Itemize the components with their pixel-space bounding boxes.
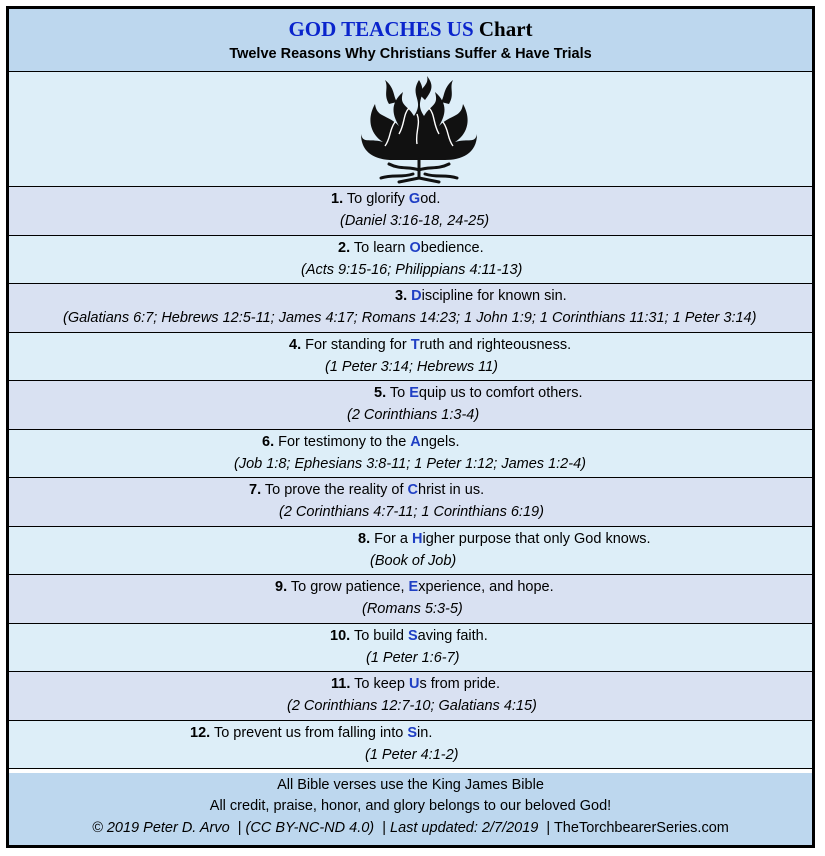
reason-refs: (2 Corinthians 4:7-11; 1 Corinthians 6:19) — [279, 504, 544, 520]
reason-row-10: 10. To build Saving faith. (1 Peter 1:6-7) — [9, 624, 812, 673]
reason-refs: (Acts 9:15-16; Philippians 4:11-13) — [301, 261, 523, 278]
footer-updated: Last updated: 2/7/2019 — [390, 820, 539, 836]
reason-refs: (2 Corinthians 12:7-10; Galatians 4:15) — [287, 698, 537, 714]
chart-footer — [9, 773, 812, 845]
title-accent: GOD TEACHES US — [288, 17, 474, 41]
reason-row-4: 4. For standing for Truth and righteousness. (1 Peter 3:14; Hebrews 11) — [9, 333, 812, 382]
reason-row-7: 7. To prove the reality of Christ in us. (2 Corinthians 4:7-11; 1 Corinthians 6:19) — [9, 478, 812, 527]
reasons-list — [9, 187, 812, 769]
footer-copyright-line: © 2019 Peter D. Arvo | (CC BY-NC-ND 4.0) | Last updated: 2/7/2019 | TheTorchbearerSeries.com — [92, 820, 729, 836]
reason-row-8: 8. For a Higher purpose that only God knows. (Book of Job) — [9, 527, 812, 576]
reason-row-9: 9. To grow patience, Experience, and hope. (Romans 5:3-5) — [9, 575, 812, 624]
chart-frame — [6, 6, 815, 848]
reason-refs: (Galatians 6:7; Hebrews 12:5-11; James 4:17; Romans 14:23; 1 John 1:9; 1 Corinthians 11:31; 1 Peter 3:14) — [63, 310, 757, 326]
reason-refs: (Daniel 3:16-18, 24-25) — [340, 213, 490, 229]
reason-refs: (Job 1:8; Ephesians 3:8-11; 1 Peter 1:12; James 1:2-4) — [234, 455, 586, 472]
title-rest: Chart — [473, 17, 533, 41]
chart-subtitle: Twelve Reasons Why Christians Suffer & Have Trials — [229, 46, 592, 62]
reason-refs: (1 Peter 3:14; Hebrews 11) — [325, 358, 499, 375]
reason-refs: (1 Peter 1:6-7) — [366, 649, 460, 666]
image-row — [9, 72, 812, 187]
reason-refs: (Romans 5:3-5) — [362, 601, 463, 617]
reason-row-3: 3. Discipline for known sin. (Galatians 6:7; Hebrews 12:5-11; James 4:17; Romans 14:23; 1 John 1:9; 1 Corinthians 11:31; 1 Peter 3:14) — [9, 284, 812, 333]
footer-copyright: © 2019 Peter D. Arvo — [92, 820, 230, 836]
burning-bush-icon — [359, 74, 479, 184]
footer-credit: All credit, praise, honor, and glory belongs to our beloved God! — [209, 798, 612, 814]
reason-refs: (Book of Job) — [370, 552, 457, 569]
reason-row-12: 12. To prevent us from falling into Sin. (1 Peter 4:1-2) — [9, 721, 812, 770]
reason-row-11: 11. To keep Us from pride. (2 Corinthians 12:7-10; Galatians 4:15) — [9, 672, 812, 721]
footer-license: (CC BY-NC-ND 4.0) — [245, 820, 375, 836]
reason-row-5: 5. To Equip us to comfort others. (2 Corinthians 1:3-4) — [9, 381, 812, 430]
chart-header — [9, 9, 812, 72]
reason-refs: (1 Peter 4:1-2) — [365, 746, 459, 763]
chart-title — [9, 17, 812, 42]
reason-refs: (2 Corinthians 1:3-4) — [347, 407, 480, 423]
footer-kjv-note: All Bible verses use the King James Bible — [277, 777, 544, 793]
footer-site-link[interactable]: TheTorchbearerSeries.com — [553, 820, 729, 836]
reason-row-1: 1. To glorify God. (Daniel 3:16-18, 24-25) — [9, 187, 812, 236]
reason-row-2: 2. To learn Obedience. (Acts 9:15-16; Philippians 4:11-13) — [9, 236, 812, 285]
reason-row-6: 6. For testimony to the Angels. (Job 1:8; Ephesians 3:8-11; 1 Peter 1:12; James 1:2-4) — [9, 430, 812, 479]
